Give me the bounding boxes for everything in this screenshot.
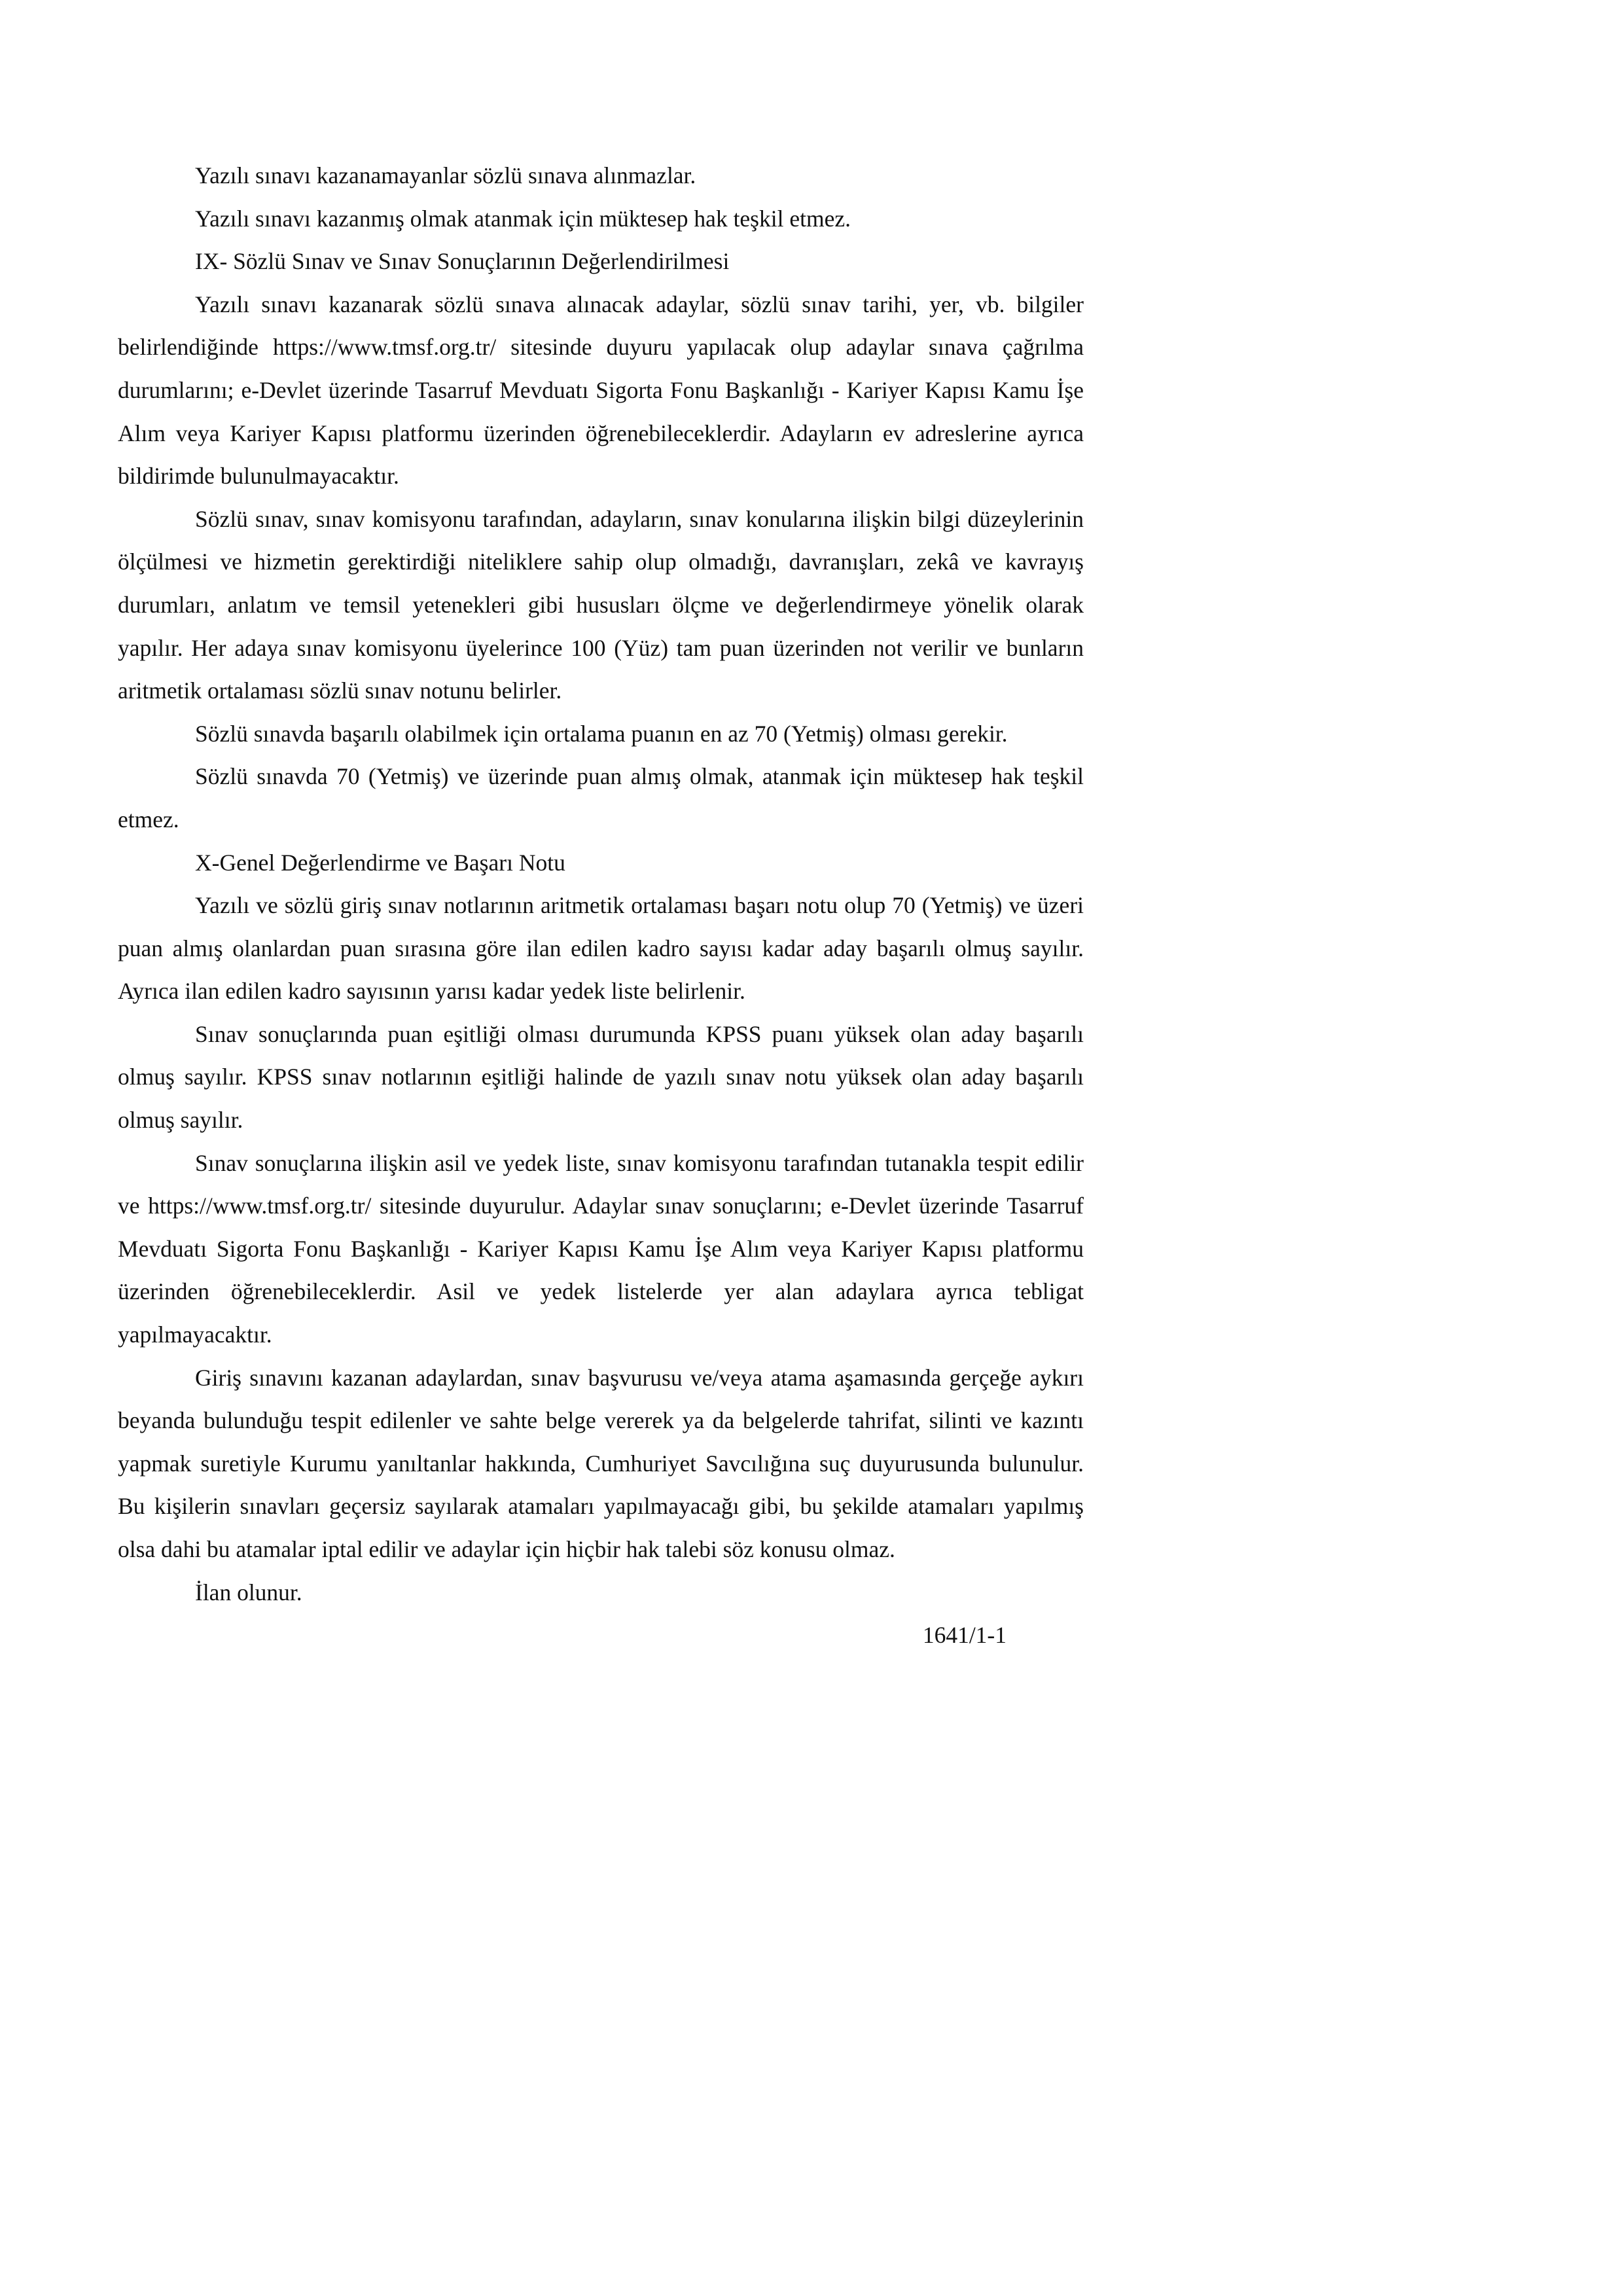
paragraph-oral-exam-announcement: Yazılı sınavı kazanarak sözlü sınava alınacak adaylar, sözlü sınav tarihi, yer, vb. bilgiler belirlendiğinde https://www.tmsf.org.tr/ sitesinde duyuru yapılacak olup adaylar sınava çağrılma durumlarını; e-Devlet üzerinde Tasarruf Mevduatı Sigorta Fonu Başkanlığı - Kariyer Kapısı Kamu İşe Alım veya Kariyer Kapısı platformu üzerinden öğrenebileceklerdir. Adayların ev adreslerine ayrıca bildirimde bulunulmayacaktır. bbox=[118, 291, 1084, 490]
paragraph-oral-exam-no-right: Sözlü sınavda 70 (Yetmiş) ve üzerinde puan almış olmak, atanmak için müktesep hak teşkil etmez. bbox=[118, 763, 1084, 833]
paragraph-false-declaration: Giriş sınavını kazanan adaylardan, sınav başvurusu ve/veya atama aşamasında gerçeğe aykırı beyanda bulunduğu tespit edilenler ve sahte belge vererek ya da belgelerde tahrifat, silinti ve kazıntı yapmak suretiyle Kurumu yanıltanlar hakkında, Cumhuriyet Savcılığına suç duyurusunda bulunulur. Bu kişilerin sınavları geçersiz sayılarak atamaları yapılmayacağı gibi, bu şekilde atamaları yapılmış olsa dahi bu atamalar iptal edilir ve adaylar için hiçbir hak talebi söz konusu olmaz. bbox=[118, 1364, 1084, 1562]
paragraph-closing: İlan olunur. bbox=[195, 1579, 302, 1605]
paragraph-tie-break: Sınav sonuçlarında puan eşitliği olması durumunda KPSS puanı yüksek olan aday başarılı olmuş sayılır. KPSS sınav notlarının eşitliği halinde de yazılı sınav notu yüksek olan aday başarılı olmuş sayılır. bbox=[118, 1020, 1084, 1134]
paragraph-results-announcement: Sınav sonuçlarına ilişkin asil ve yedek liste, sınav komisyonu tarafından tutanakla tespit edilir ve https://www.tmsf.org.tr/ sitesinde duyurulur. Adaylar sınav sonuçlarını; e-Devlet üzerinde Tasarruf Mevduatı Sigorta Fonu Başkanlığı - Kariyer Kapısı Kamu İşe Alım veya Kariyer Kapısı platformu üzerinden öğrenebileceklerdir. Asil ve yedek listelerde yer alan adaylara ayrıca tebligat yapılmayacaktır. bbox=[118, 1149, 1084, 1348]
section-heading-oral-exam: IX- Sözlü Sınav ve Sınav Sonuçlarının Değerlendirilmesi bbox=[195, 248, 730, 275]
paragraph-oral-exam-pass-score: Sözlü sınavda başarılı olabilmek için ortalama puanın en az 70 (Yetmiş) olması gerekir. bbox=[195, 720, 1008, 747]
paragraph-written-exam-no-right: Yazılı sınavı kazanmış olmak atanmak için müktesep hak teşkil etmez. bbox=[195, 205, 851, 232]
paragraph-success-score: Yazılı ve sözlü giriş sınav notlarının aritmetik ortalaması başarı notu olup 70 (Yetmiş) ve üzeri puan almış olanlardan puan sırasına göre ilan edilen kadro sayısı kadar aday başarılı olmuş sayılır. Ayrıca ilan edilen kadro sayısının yarısı kadar yedek liste belirlenir. bbox=[118, 892, 1084, 1005]
document-page bbox=[118, 154, 1084, 1657]
announcement-code: 1641/1-1 bbox=[922, 1622, 1007, 1649]
paragraph-written-exam-fail: Yazılı sınavı kazanamayanlar sözlü sınava alınmazlar. bbox=[195, 162, 696, 188]
section-heading-general-evaluation: X-Genel Değerlendirme ve Başarı Notu bbox=[195, 849, 565, 876]
paragraph-oral-exam-evaluation: Sözlü sınav, sınav komisyonu tarafından, adayların, sınav konularına ilişkin bilgi düzeylerinin ölçülmesi ve hizmetin gerektirdiği niteliklere sahip olup olmadığı, davranışları, zekâ ve kavrayış durumları, anlatım ve temsil yetenekleri gibi hususları ölçme ve değerlendirmeye yönelik olarak yapılır. Her adaya sınav komisyonu üyelerince 100 (Yüz) tam puan üzerinden not verilir ve bunların aritmetik ortalaması sözlü sınav notunu belirler. bbox=[118, 505, 1084, 704]
